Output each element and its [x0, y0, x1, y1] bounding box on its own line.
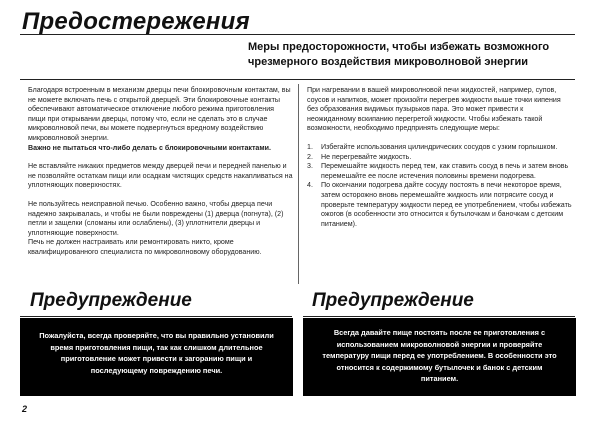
- column-divider: [298, 84, 299, 284]
- section-subtitle: [248, 40, 578, 70]
- paragraph-interlocks: Благодаря встроенным в механизм дверцы печи блокировочным контактам, вы не можете включать печь с открытой дверцей. Эти блокировочные контакты обеспечивают автоматическое отключение любого режима приготовления пищи при открывании дверцы, потому что, если не сделать это в случае микроволновой печи, вы можете подвергнуться вредному воздействию микроволновой энергии.: [28, 86, 291, 142]
- warning-box-left: Пожалуйста, всегда проверяйте, что вы правильно установили время приготовления пищи, так как слишком длительное приготовление может привести к загоранию пищи и последующему повреждению печи.: [20, 318, 293, 396]
- left-column: [28, 86, 293, 267]
- paragraph-objects: Не вставляйте никаких предметов между дверцей печи и передней панелью и не позволяйте остаткам пищи или осадкам чистящих средств накапливаться на уплотняющих поверхностях.: [28, 162, 293, 190]
- page-number: 2: [22, 404, 28, 414]
- paragraph-damaged-oven: Не пользуйтесь неисправной печью. Особенно важно, чтобы дверца печи надежно закрывалась, и чтобы не были повреждены (1) дверца (погнута), (2) петли и защелки (сломаны или ослаблены), (3) уплотнители дверцы и уплотняющие поверхности.: [28, 199, 284, 237]
- paragraph-service: Печь не должен настраивать или ремонтировать никто, кроме квалифицированного специалиста по микроволновому оборудованию.: [28, 238, 262, 256]
- warning-heading-right: Предупреждение: [312, 290, 474, 311]
- subtitle-line-2: чрезмерного воздействия микроволновой энергии: [248, 56, 529, 68]
- paragraph-interlocks-warning: Важно не пытаться что-либо делать с блокировочными контактами.: [28, 143, 271, 152]
- subtitle-line-1: Меры предосторожности, чтобы избежать возможного: [248, 41, 550, 53]
- title-rule: [20, 34, 575, 35]
- list-item: 1. Избегайте использования цилиндрических сосудов с узким горлышком.: [307, 142, 558, 151]
- right-column: [307, 86, 572, 229]
- warning-rule-left: [20, 316, 292, 317]
- list-item: 2. Не перегревайте жидкость.: [307, 152, 412, 161]
- warning-heading-left: Предупреждение: [30, 290, 192, 311]
- warning-box-right: Всегда давайте пище постоять после ее приготовления с использованием микроволновой энергии и проверяйте температуру пищи перед ее употреблением. В особенности это относится к содержимому бутылочек и банок с детским питанием.: [303, 318, 576, 396]
- page-title: Предостережения: [22, 8, 250, 35]
- list-item: 4. По окончании подогрева дайте сосуду постоять в печи некоторое время, затем осторожно вновь перемешайте жидкость или потрясите сосуд и проверьте температуру жидкости перед ее употреблением, чтобы избежать ожогов (в особенности это относится к бутылочкам и баночкам с детским питанием).: [307, 181, 572, 228]
- list-item: 3. Перемешайте жидкость перед тем, как ставить сосуд в печь и затем вновь перемешайте ее после истечения половины времени подогрева.: [307, 162, 569, 180]
- precautions-list: [307, 143, 572, 229]
- warning-rule-right: [303, 316, 575, 317]
- subtitle-rule: [20, 79, 575, 80]
- paragraph-liquids-intro: При нагревании в вашей микроволновой печи жидкостей, например, супов, соусов и напитков, может произойти перегрев жидкости выше точки кипения без образования видимых пузырьков пара. Это может привести к неожиданному вскипанию перегретой жидкости. Чтобы избежать такой возможности, необходимо предпринять следующие меры:: [307, 86, 561, 133]
